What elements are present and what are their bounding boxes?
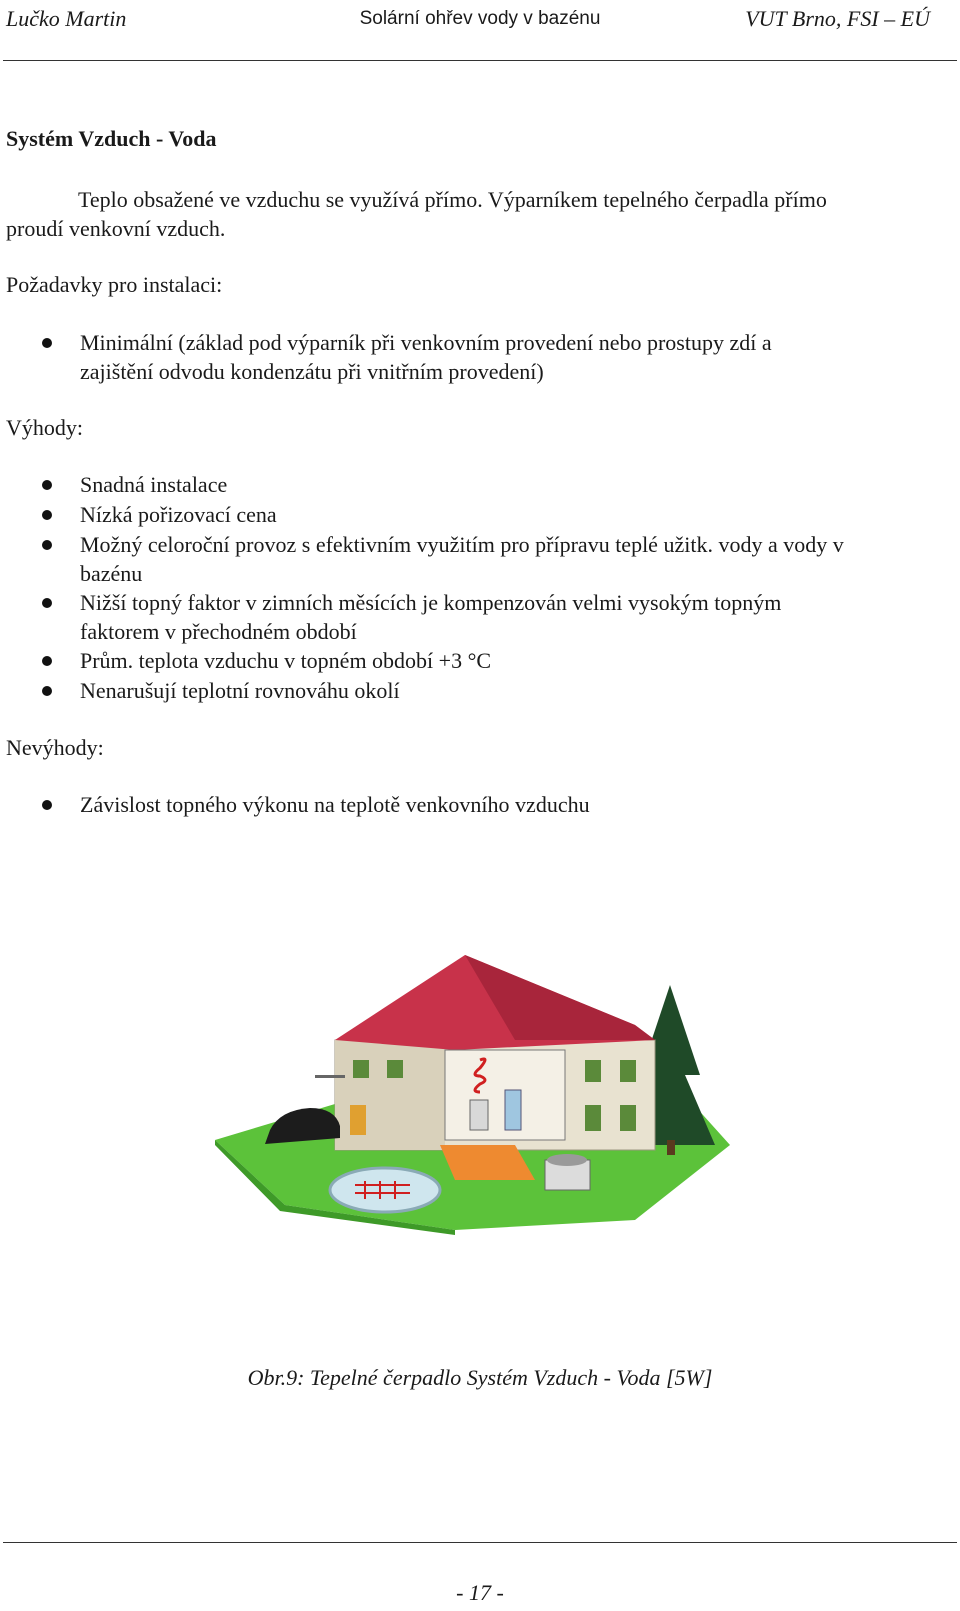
requirements-label: Požadavky pro instalaci: [6, 272, 223, 297]
window [585, 1060, 601, 1082]
bullet-dot [42, 656, 52, 666]
door [350, 1105, 366, 1135]
advantage-item [80, 676, 950, 705]
header-institution: VUT Brno, FSI – EÚ [745, 6, 930, 31]
page-number: - 17 - [456, 1580, 504, 1605]
intro-line-1: Teplo obsažené ve vzduchu se využívá přímo. Výparníkem tepelného čerpadla přímo [78, 187, 827, 212]
window [620, 1105, 636, 1131]
tree-trunk [667, 1140, 675, 1155]
advantage-line: Nízká pořizovací cena [80, 502, 277, 527]
requirement-item [80, 328, 950, 386]
disadvantage-line: Závislost topného výkonu na teplotě venkovního vzduchu [80, 792, 590, 817]
window [585, 1105, 601, 1131]
water-tank [505, 1090, 521, 1130]
heat-pump-house-illustration [215, 945, 755, 1265]
header-rule [3, 60, 957, 61]
advantage-item [80, 470, 950, 499]
header-title: Solární ohřev vody v bazénu [359, 8, 601, 29]
requirement-line-2: zajištění odvodu kondenzátu při vnitřním provedení) [80, 359, 544, 384]
advantage-item [80, 530, 950, 588]
balcony-rail [315, 1075, 345, 1078]
advantage-line: Snadná instalace [80, 472, 228, 497]
header-author: Lučko Martin [6, 6, 127, 31]
window [387, 1060, 403, 1078]
evaporator-fan [547, 1154, 587, 1166]
figure-caption: Obr.9: Tepelné čerpadlo Systém Vzduch - Voda [5W] [247, 1365, 713, 1390]
advantage-line-1: Nižší topný faktor v zimních měsících je kompenzován velmi vysokým topným [80, 590, 782, 615]
bullet-dot [42, 686, 52, 696]
bullet-dot [42, 598, 52, 608]
disadvantages-label: Nevýhody: [6, 735, 104, 760]
disadvantage-item [80, 790, 950, 819]
heat-pump-unit [470, 1100, 488, 1130]
car [265, 1108, 340, 1144]
advantage-line-1: Možný celoroční provoz s efektivním využitím pro přípravu teplé užitk. vody a vody v [80, 532, 844, 557]
house-drawing [215, 945, 755, 1265]
bullet-dot [42, 338, 52, 348]
window [353, 1060, 369, 1078]
advantage-item [80, 588, 950, 646]
advantage-line: Prům. teplota vzduchu v topném období +3 °C [80, 648, 492, 673]
advantage-line-2: faktorem v přechodném období [80, 619, 357, 644]
section-heading: Systém Vzduch - Voda [6, 126, 217, 151]
advantage-item [80, 500, 950, 529]
advantage-line: Nenarušují teplotní rovnováhu okolí [80, 678, 400, 703]
bullet-dot [42, 540, 52, 550]
requirement-line-1: Minimální (základ pod výparník při venkovním provedení nebo prostupy zdí a [80, 330, 772, 355]
pool [330, 1168, 440, 1212]
advantage-item [80, 646, 950, 675]
advantage-line-2: bazénu [80, 561, 143, 586]
intro-line-2: proudí venkovní vzduch. [6, 216, 226, 241]
bullet-dot [42, 480, 52, 490]
advantages-label: Výhody: [6, 415, 83, 440]
window [620, 1060, 636, 1082]
bullet-dot [42, 800, 52, 810]
bullet-dot [42, 510, 52, 520]
footer-rule [3, 1542, 957, 1543]
